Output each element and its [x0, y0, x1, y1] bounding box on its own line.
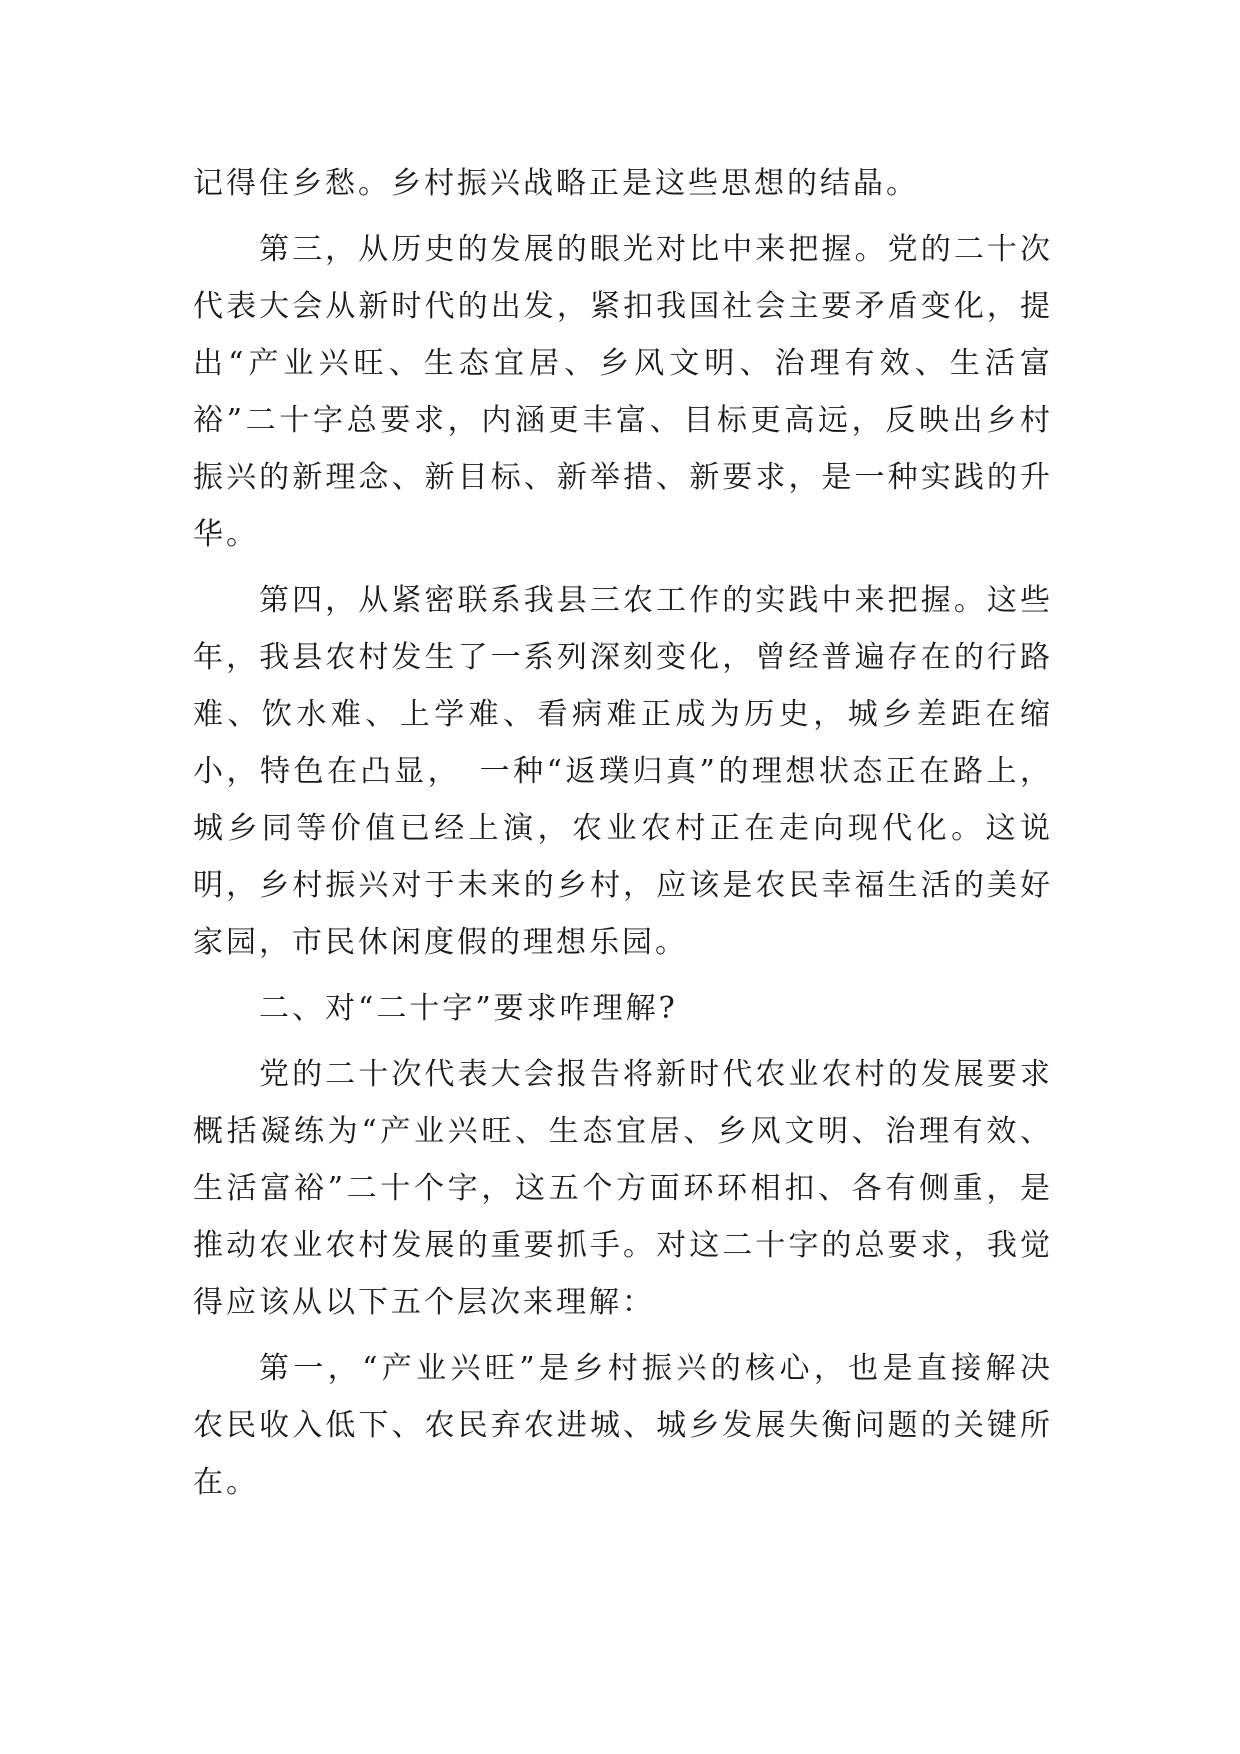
- paragraph-first-point: 第一，“产业兴旺”是乡村振兴的核心，也是直接解决农民收入低下、农民弃农进城、城乡发展失衡问题的关键所在。: [193, 1351, 1053, 1500]
- paragraph-third-point: 第三，从历史的发展的眼光对比中来把握。党的二十次代表大会从新时代的出发，紧扣我国社会主要矛盾变化，提出“产业兴旺、生态宜居、乡风文明、治理有效、生活富裕”二十字总要求，内涵更丰富、目标更高远，反映出乡村振兴的新理念、新目标、新举措、新要求，是一种实践的升华。: [193, 232, 1053, 552]
- body-text: [193, 155, 1053, 1520]
- section-heading-two: 二、对“二十字”要求咋理解?: [259, 991, 678, 1026]
- paragraph-continuation: 记得住乡愁。乡村振兴战略正是这些思想的结晶。: [193, 166, 919, 201]
- paragraph-twenty-characters: 党的二十次代表大会报告将新时代农业农村的发展要求概括凝练为“产业兴旺、生态宜居、乡风文明、治理有效、生活富裕”二十个字，这五个方面环环相扣、各有侧重，是推动农业农村发展的重要抓手。对这二十字的总要求，我觉得应该从以下五个层次来理解：: [193, 1057, 1053, 1320]
- paragraph-fourth-point: 第四，从紧密联系我县三农工作的实践中来把握。这些年，我县农村发生了一系列深刻变化，曾经普遍存在的行路难、饮水难、上学难、看病难正成为历史，城乡差距在缩小，特色在凸显， 一种“返璞归真”的理想状态正在路上，城乡同等价值已经上演，农业农村正在走向现代化。这说明，乡村振兴对于未来的乡村，应该是农民幸福生活的美好家园，市民休闲度假的理想乐园。: [193, 583, 1053, 960]
